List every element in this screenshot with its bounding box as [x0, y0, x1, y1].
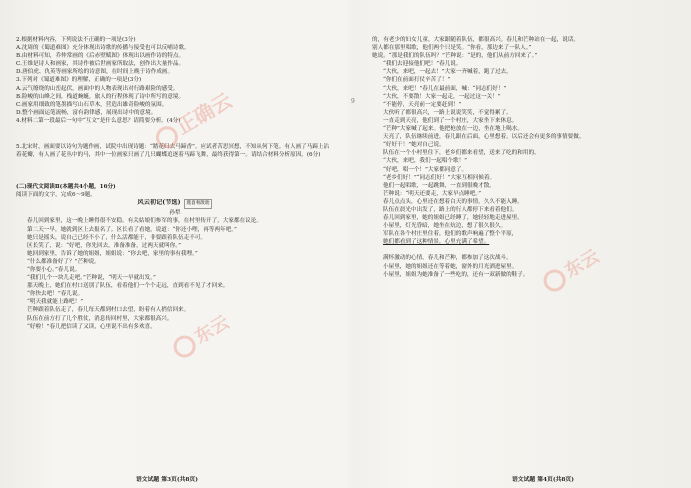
option-b: B.由材料可知，乔仲常画的《后赤壁赋图》体现出以画作诗的特点。 — [16, 53, 185, 60]
question-4: 4.材料二第一段最后一句中“互文”是什么意思？请简要分析。(4分) — [16, 117, 181, 124]
passage-line: “大伙，不要散！大家一起走，一起过这一关！” — [383, 93, 501, 100]
question-3: 3.下列对《蜀道难图》的理解，正确的一项是(3分) — [16, 77, 142, 84]
passage-line: “大伙，来吧，一起去！”大家一齐喊着，跑了过去。 — [383, 69, 512, 76]
passage-line: “我们去迎接他们吧！”春儿说。 — [383, 61, 462, 68]
passage-line: 小屋里，姐姐为她准备了一些吃的，还有一双新做的鞋子。 — [383, 271, 529, 278]
passage-line: 的，有老少的妇女儿童，大家跟随着队伍，都很高兴。春儿和芒种站在一起，说话。 — [372, 37, 579, 43]
passage-line: 队伍在前方打了几个胜仗，消息传回村里，大家都很高兴。 — [27, 315, 173, 322]
passage-line: 春儿回到家里，这一晚上睡得很不安稳。有关姑娘们参军的事，在村里传开了，大家都在议论。 — [27, 218, 262, 225]
watermark: 东云 — [538, 242, 604, 295]
passage-line: “好吧，唱一个！”大家都同意了。 — [383, 166, 468, 173]
option-d: D.唐伯虎、仇英等画家所绘的诗意图，在时间上晚于诗作成画。 — [16, 69, 174, 76]
story-author: 孙犁 — [169, 210, 181, 217]
passage-line: “芒种”大家喊了起来。他把枪放在一边，坐在地上喝水。 — [383, 126, 523, 133]
passage-line: 天亮了，队伍继续前进，春儿跟在后面，心里想着，以后还会有更多的事情要做。 — [383, 134, 585, 141]
passage-line: 第二天一早，她就到区上去报名了。区长看了看她，说道：“你还小哩，再等两年吧。” — [27, 226, 237, 233]
passage-line: “老乡们好！”“同志们好！”大家互相问候着。 — [383, 174, 496, 181]
passage-line: “你们在前面打仗辛苦了！” — [383, 77, 451, 84]
passage-line: “大伙，来吧！”春儿在最前面，喊：“同志们好！” — [383, 85, 507, 92]
section-heading: (二)现代文阅读Ⅱ(本题共4小题，16分) — [16, 184, 116, 191]
answer-space — [16, 175, 334, 183]
passage-line: “你快去吧！”春儿说。 — [27, 291, 84, 298]
passage-line: 春儿回到家里，她的姐姐已经睡了，她轻轻地走进屋里。 — [383, 215, 523, 222]
passage-line: “好好干！”她对自己说。 — [383, 142, 445, 149]
passage-line: 满怀激动的心情，春儿和芒种，都参加了这次战斗。 — [383, 255, 512, 262]
passage-line: 她只是摇头，说自己已经不小了，什么活都能干，非要跟着队伍走不可。 — [27, 234, 207, 241]
option-a: A.云气缭绕的山峦起伏，画面中的人物表现出对行路艰险的感受。 — [16, 85, 179, 92]
passage-line: 队伍在晨光中出发了，路上的行人都停下来看着他们。 — [383, 206, 518, 213]
passage-line: 别人都在那里唱歌，他们两个只是笑。“你看，那边来了一队人。” — [372, 45, 532, 52]
passage-line: “好啦！”春儿把信读了又读，心里说不出有多欢喜。 — [27, 323, 156, 330]
passage-line: 队伍在一个小村里住下，老乡们都来看望，送来了吃的和用的。 — [383, 150, 540, 157]
underlined-line: 她们都看到了这种情景，心里充满了希望。 — [383, 239, 490, 246]
passage-line: “我们几个一块儿走吧。”芒种说，“明天一早就出发。” — [27, 275, 156, 282]
watermark: 正确云 — [148, 85, 236, 153]
passage-line: 区长笑了，说：“好吧，你先回去，准备准备，过两天就叫你。” — [27, 242, 181, 249]
reading-instruction: 阅读下面的文字，完成6～9题。 — [16, 192, 96, 199]
passage-line: 春儿点点头，心里还在想着白天的事情，久久不能入睡。 — [383, 198, 523, 205]
passage-line: 一直走到天亮，他们到了一个村庄，大家坐下来休息。 — [383, 117, 518, 124]
passage-line: 小屋里，她的姐姐还在等着她，窗外的月光洒进屋里。 — [383, 263, 518, 270]
passage-line: 大伙听了都很高兴，一路上说说笑笑，不觉得累了。 — [383, 109, 512, 116]
passage-line: 小屋里，灯光昏暗，她坐在炕边，想了很久很久。 — [383, 223, 507, 230]
option-c: C.画家用细致的笔墨描写山石草木，营造出雄奇险峻的氛围。 — [16, 101, 168, 108]
question-2: 2.根据材料内容，下列说法不正确的一项是(3分) — [16, 37, 136, 43]
option-a: A.沈周的《蜀道难图》充分体现出诗歌的传播与接受也可以反哺诗歌。 — [16, 45, 190, 52]
blank-line — [372, 246, 674, 254]
footer-right: 语文试题 第4页(共8页) — [512, 477, 574, 483]
passage-line: 他们一起唱歌，一起跳舞，一直到很晚才散。 — [383, 182, 495, 189]
passage-line: “大伙，来吧，我们一起唱个歌！” — [383, 158, 468, 165]
passage-line: “你要小心。”春儿说。 — [27, 266, 81, 273]
passage-line: 她回到家里，告诉了她的姐姐，姐姐说：“你去吧，家里的事有我哩。” — [27, 250, 198, 257]
story-title: 风云初记(节选) 选自有改动 — [16, 199, 334, 209]
option-d: D.整个画面运笔流畅，富有韵律感，展现出诗中的意境。 — [16, 109, 157, 116]
passage-line: 芒种跟着队伍走了，春儿每天都到村口去望，盼着有人捎信回来。 — [27, 307, 190, 314]
passage-line: “明天我就能上路吧！” — [27, 299, 84, 306]
watermark: 东云 — [168, 308, 234, 361]
passage-line: 军队在各个村庄里住着，他们的歌声响遍了整个平原， — [383, 231, 518, 238]
passage-line: 芒种说：“明天还要走，大家早点睡吧。” — [383, 190, 482, 197]
footer-left: 语文试题 第3页(共8页) — [136, 477, 198, 483]
option-c: C.王维是诗人和画家，其诗作被后世画家所取法，创作出大量作品。 — [16, 61, 185, 68]
right-page — [372, 36, 674, 279]
option-b: B.险峻的山峰之间，栈道蜿蜒，旅人的行程体现了诗中所写的意境。 — [16, 93, 185, 100]
left-page — [16, 36, 334, 331]
stamp-label: 选自有改动 — [184, 199, 213, 209]
passage-line: “不能停，天亮前一定要赶到！” — [383, 101, 462, 108]
question-5: 5.北宋时，画面要以诗句为题作画，试院中出现诗题：“踏花归去马蹄香”。应试者苦思冥想，不知从何下笔。有人画了马蹄上沾着花瓣，有人画了花丛中的马，其中一位画家只画了几只蝴蝶追逐着马蹄飞舞，最终获得第一。请结合材料分析原因。(6分) — [16, 144, 330, 159]
passage-line: 那天晚上，她们在村口送别了队伍，看着他们一个个走远，直到看不见了才回来。 — [27, 283, 229, 290]
page-mark: 9 — [351, 98, 355, 105]
passage-line: 她说。“那是我们的队伍吗？”芒种说：“是的，他们从前方回来了。” — [372, 53, 538, 60]
passage-line: “什么都准备好了？”芒种说。 — [27, 258, 100, 265]
